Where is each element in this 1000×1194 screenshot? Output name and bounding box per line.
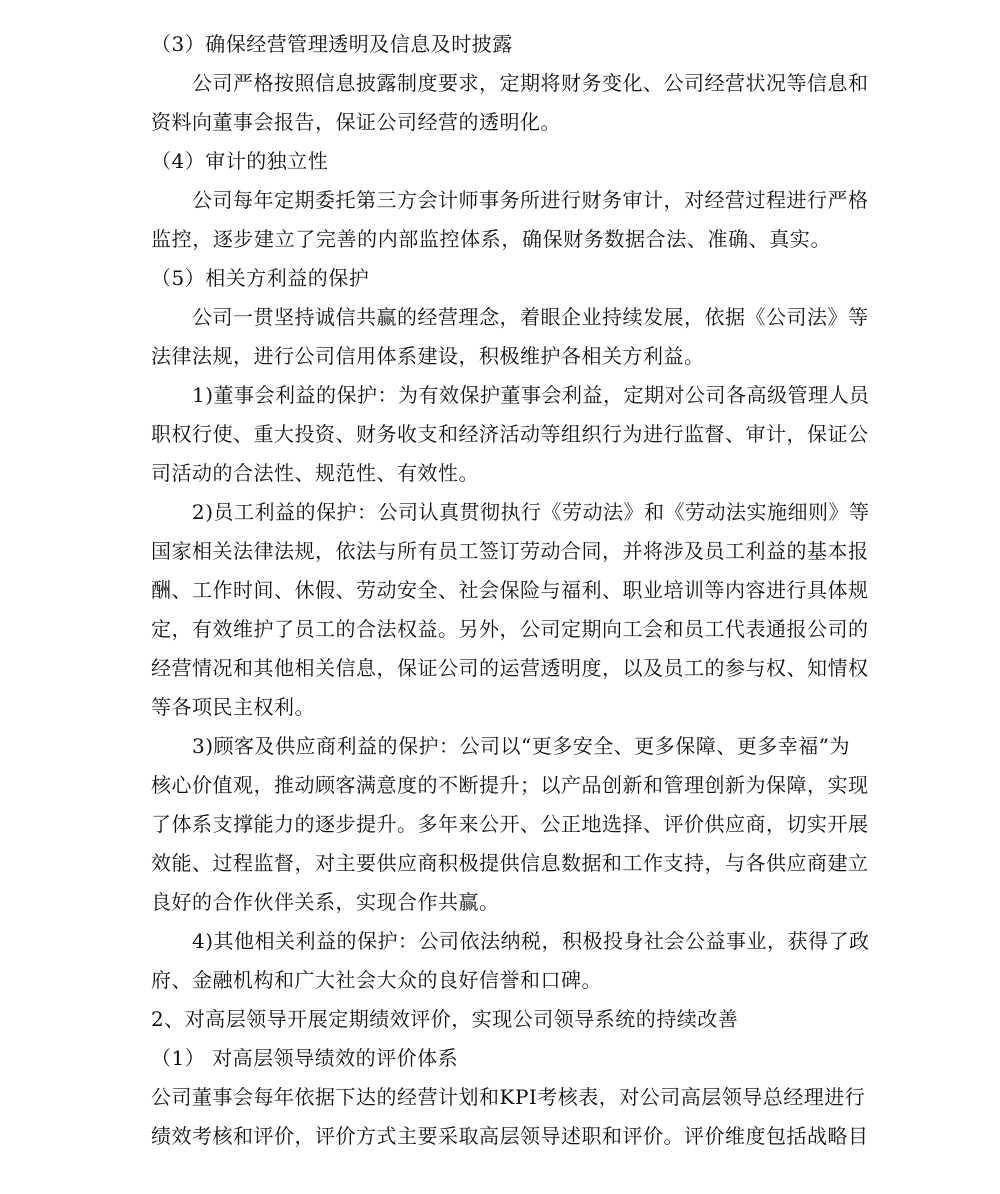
paragraph-line: 公司董事会每年依据下达的经营计划和KPI考核表，对公司高层领导总经理进行 — [151, 1085, 866, 1109]
paragraph-line: 法律法规，进行公司信用体系建设，积极维护各相关方利益。 — [151, 344, 705, 368]
paragraph-line: 效能、过程监督，对主要供应商积极提供信息数据和工作支持，与各供应商建立 — [151, 851, 869, 875]
paragraph-line: 司活动的合法性、规范性、有效性。 — [151, 461, 479, 485]
heading-5-stakeholder-protection: （5）相关方利益的保护 — [151, 266, 370, 290]
paragraph-line: 公司每年定期委托第三方会计师事务所进行财务审计，对经营过程进行严格 — [192, 188, 869, 212]
paragraph-line: 良好的合作伙伴关系，实现合作共赢。 — [151, 890, 500, 914]
section-heading-2-leadership-evaluation: 2、对高层领导开展定期绩效评价，实现公司领导系统的持续改善 — [151, 1007, 739, 1031]
paragraph-line: 府、金融机构和广大社会大众的良好信誉和口碑。 — [151, 968, 602, 992]
paragraph-line: 国家相关法律法规，依法与所有员工签订劳动合同，并将涉及员工利益的基本报 — [151, 539, 869, 563]
paragraph-line: 定，有效维护了员工的合法权益。另外，公司定期向工会和员工代表通报公司的 — [151, 617, 869, 641]
paragraph-line: 职权行使、重大投资、财务收支和经济活动等组织行为进行监督、审计，保证公 — [151, 422, 869, 446]
paragraph-line: 核心价值观，推动顾客满意度的不断提升；以产品创新和管理创新为保障，实现 — [151, 773, 869, 797]
heading-1-evaluation-system: （1） 对高层领导绩效的评价体系 — [151, 1046, 459, 1070]
paragraph-line: 了体系支撑能力的逐步提升。多年来公开、公正地选择、评价供应商，切实开展 — [151, 812, 869, 836]
paragraph-line: 酬、工作时间、休假、劳动安全、社会保险与福利、职业培训等内容进行具体规 — [151, 578, 869, 602]
heading-4-audit-independence: （4）审计的独立性 — [151, 149, 329, 173]
list-item-4-other-stakeholders: 4)其他相关利益的保护：公司依法纳税，积极投身社会公益事业，获得了政 — [192, 929, 870, 953]
paragraph-line: 公司一贯坚持诚信共赢的经营理念，着眼企业持续发展，依据《公司法》等 — [192, 305, 869, 329]
paragraph-line: 绩效考核和评价，评价方式主要采取高层领导述职和评价。评价维度包括战略目 — [151, 1124, 869, 1148]
paragraph-line: 公司严格按照信息披露制度要求，定期将财务变化、公司经营状况等信息和 — [192, 71, 869, 95]
paragraph-line: 等各项民主权利。 — [151, 695, 315, 719]
paragraph-line: 资料向董事会报告，保证公司经营的透明化。 — [151, 110, 561, 134]
list-item-3-customers-suppliers: 3)顾客及供应商利益的保护：公司以“更多安全、更多保障、更多幸福”为 — [192, 734, 850, 758]
heading-3-transparency: （3）确保经营管理透明及信息及时披露 — [151, 32, 513, 56]
list-item-1-board: 1)董事会利益的保护：为有效保护董事会利益，定期对公司各高级管理人员 — [192, 383, 870, 407]
paragraph-line: 经营情况和其他相关信息，保证公司的运营透明度，以及员工的参与权、知情权 — [151, 656, 869, 680]
paragraph-line: 监控，逐步建立了完善的内部监控体系，确保财务数据合法、准确、真实。 — [151, 227, 831, 251]
list-item-2-employees: 2)员工利益的保护：公司认真贯彻执行《劳动法》和《劳动法实施细则》等 — [192, 500, 870, 524]
